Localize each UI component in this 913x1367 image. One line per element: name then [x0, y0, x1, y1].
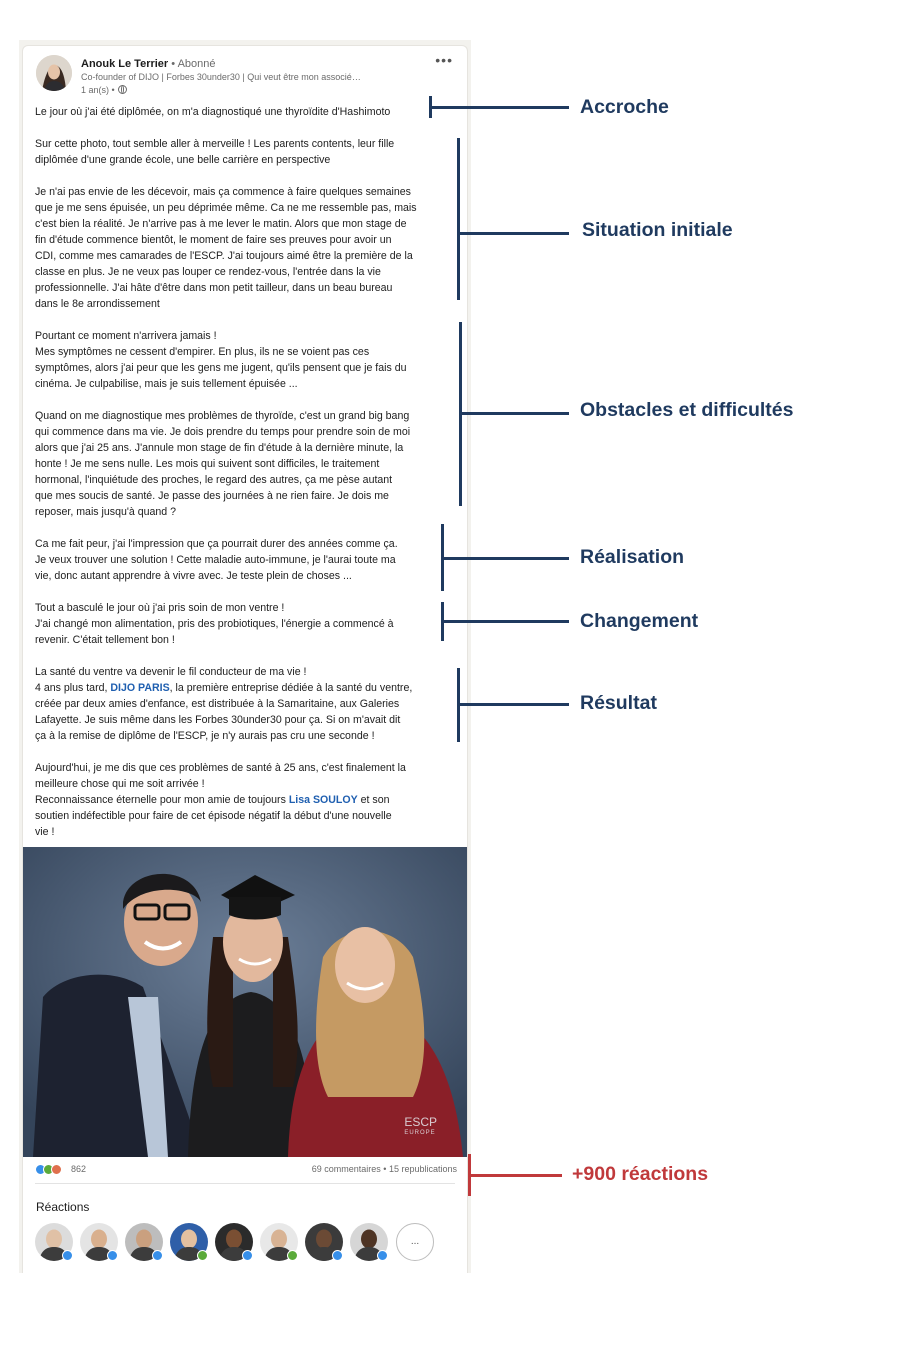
- label-accroche: Accroche: [580, 96, 669, 118]
- text-line: dans le 8e arrondissement: [35, 298, 160, 310]
- post-time: [81, 84, 127, 96]
- text-line: honte ! Je me sens nulle. Les mois qui suivent sont difficiles, le traitement: [35, 458, 380, 470]
- divider: [35, 1183, 455, 1184]
- ellipsis-icon[interactable]: •••: [435, 52, 453, 68]
- reactor-avatar[interactable]: [260, 1223, 302, 1263]
- paragraph: [35, 328, 460, 392]
- text-line: Pourtant ce moment n'arrivera jamais !: [35, 330, 217, 342]
- label-changement: Changement: [580, 610, 699, 632]
- text-line: Mes symptômes ne cessent d'empirer. En plus, ils ne se voient pas ces: [35, 346, 370, 358]
- paragraph: [35, 184, 460, 312]
- like-icon: [377, 1250, 388, 1261]
- text-line: créée par deux amies d'enfance, est distribuée à la Samaritaine, aux Galeries: [35, 698, 400, 710]
- text-line: cinéma. Je culpabilise, mais je suis tellement épuisée ...: [35, 378, 298, 390]
- reaction-icons[interactable]: [35, 1164, 67, 1176]
- reactor-avatar[interactable]: [125, 1223, 167, 1263]
- text-fragment: et son: [357, 794, 390, 806]
- linkedin-post-card: [22, 45, 468, 1273]
- text-fragment: Reconnaissance éternelle pour mon amie de toujours: [35, 794, 289, 806]
- text-line: Sur cette photo, tout semble aller à merveille ! Les parents contents, leur fille: [35, 138, 395, 150]
- globe-icon: [118, 85, 127, 94]
- text-line: Le jour où j'ai été diplômée, on m'a diagnostiqué une thyroïdite d'Hashimoto: [35, 106, 391, 118]
- paragraph: [35, 136, 460, 168]
- text-line: diplômée d'une grande école, une belle carrière en perspective: [35, 154, 331, 166]
- paragraph: [35, 536, 460, 584]
- reactions-title: Réactions: [36, 1200, 90, 1214]
- reaction-count[interactable]: 862: [71, 1164, 87, 1174]
- paragraph-conclusion: [35, 760, 460, 840]
- text-line: symptômes, alors j'ai peur que les gens me jugent, qu'ils pensent que je fais du: [35, 362, 407, 374]
- watermark-text: ESCP: [404, 1115, 437, 1129]
- text-line: revenir. C'était tellement bon !: [35, 634, 175, 646]
- label-situation: Situation initiale: [582, 219, 733, 241]
- arrow-obstacles: [459, 412, 569, 415]
- text-fragment: 4 ans plus tard,: [35, 682, 111, 694]
- love-icon: [51, 1164, 62, 1175]
- reactor-avatar[interactable]: [170, 1223, 212, 1263]
- watermark-subtext: EUROPE: [404, 1130, 436, 1136]
- text-line: Ca me fait peur, j'ai l'impression que ça pourrait durer des années comme ça.: [35, 538, 398, 550]
- text-line: Aujourd'hui, je me dis que ces problèmes de santé à 25 ans, c'est finalement la: [35, 762, 406, 774]
- text-line: reposer, mais jusqu'à quand ?: [35, 506, 177, 518]
- text-fragment: , la première entreprise dédiée à la santé du ventre,: [169, 682, 413, 694]
- reactor-avatar[interactable]: [80, 1223, 122, 1263]
- text-line: que mes soucis de santé. Je passe des journées à ne rien faire. Je dois me: [35, 490, 389, 502]
- label-resultat: Résultat: [580, 692, 657, 714]
- follow-status: • Abonné: [171, 58, 216, 70]
- text-line: ça à la remise de diplôme de l'ESCP, je n'y aurais pas cru une seconde !: [35, 730, 375, 742]
- text-line: La santé du ventre va devenir le fil conducteur de ma vie !: [35, 666, 307, 678]
- text-line: Lafayette. Je suis même dans les Forbes 30under30 pour ça. Si on m'avait dit: [35, 714, 401, 726]
- text-line: classe en plus. Je ne veux pas louper ce rendez-vous, l'entrée dans la vie: [35, 266, 381, 278]
- more-reactors-button[interactable]: ...: [396, 1223, 434, 1261]
- like-icon: [332, 1250, 343, 1261]
- text-line: vie !: [35, 826, 55, 838]
- text-line: soutien indéfectible pour faire de cet épisode négatif la début d'une nouvelle: [35, 810, 392, 822]
- reactor-avatar[interactable]: [35, 1223, 77, 1263]
- text-line: meilleure chose qui me soit arrivée !: [35, 778, 205, 790]
- author-name[interactable]: Anouk Le Terrier: [81, 58, 169, 70]
- text-line: hormonal, l'inquiétude des proches, le regard des autres, ça me pèse autant: [35, 474, 393, 486]
- label-reactions: +900 réactions: [572, 1163, 709, 1185]
- arrow-changement: [441, 620, 569, 623]
- dijo-paris-link[interactable]: DIJO PARIS: [110, 682, 170, 694]
- author-line: [81, 57, 216, 71]
- arrow-situation: [457, 232, 569, 235]
- text-line: que je me sens épuisée, un peu déprimée même. Ca ne me ressemble pas, mais: [35, 202, 417, 214]
- arrow-accroche: [429, 106, 569, 109]
- reactor-avatar[interactable]: [215, 1223, 257, 1263]
- reactor-avatar[interactable]: [350, 1223, 392, 1263]
- text-line: CDI, comme mes camarades de l'ESCP. J'ai toujours aimé être la première de la: [35, 250, 413, 262]
- arrow-resultat: [457, 703, 569, 706]
- text-line: professionnelle. J'ai hâte d'être dans mon petit tailleur, dans un beau bureau: [35, 282, 393, 294]
- author-avatar[interactable]: [36, 55, 72, 91]
- post-photo[interactable]: [23, 847, 468, 1157]
- label-realisation: Réalisation: [580, 546, 685, 568]
- text-line: fin d'étude commence bientôt, le moment de faire ses preuves pour avoir un: [35, 234, 392, 246]
- reactor-avatar[interactable]: [305, 1223, 347, 1263]
- comments-reposts-count[interactable]: 69 commentaires • 15 republications: [311, 1164, 457, 1174]
- text-line: [35, 792, 460, 808]
- paragraph: [35, 600, 460, 648]
- like-icon: [242, 1250, 253, 1261]
- text-line: Je veux trouver une solution ! Cette maladie auto-immune, je l'aurai toute ma: [35, 554, 396, 566]
- text-line: Je n'ai pas envie de les décevoir, mais ça commence à faire quelques semaines: [35, 186, 411, 198]
- arrow-reactions: [468, 1174, 562, 1177]
- text-line: [35, 680, 460, 696]
- text-line: J'ai changé mon alimentation, pris des probiotiques, l'énergie a commencé à: [35, 618, 394, 630]
- text-line: Tout a basculé le jour où j'ai pris soin de mon ventre !: [35, 602, 285, 614]
- lisa-souloy-link[interactable]: Lisa SOULOY: [288, 794, 358, 806]
- paragraph: [35, 408, 460, 520]
- paragraph: [35, 104, 460, 120]
- celebrate-icon: [197, 1250, 208, 1261]
- social-counts: [35, 1162, 457, 1178]
- author-headline: Co-founder of DIJO | Forbes 30under30 | Qui veut être mon associé…: [81, 72, 361, 82]
- post-age: 1 an(s) •: [81, 85, 115, 95]
- like-icon: [107, 1250, 118, 1261]
- text-line: vie, donc autant apprendre à vivre avec. Je teste plein de choses ...: [35, 570, 352, 582]
- text-line: c'est bien la réalité. Je n'arrive pas à me lever le matin. Alors que mon stage de: [35, 218, 407, 230]
- arrow-realisation: [441, 557, 569, 560]
- text-line: Quand on me diagnostique mes problèmes de thyroïde, c'est un grand big bang: [35, 410, 410, 422]
- photo-watermark: [404, 1117, 437, 1139]
- like-icon: [62, 1250, 73, 1261]
- text-line: qui commence dans ma vie. Je dois prendre du temps pour prendre soin de moi: [35, 426, 411, 438]
- text-line: alors que j'ai 25 ans. J'annule mon stage de fin d'étude à la dernière minute, la: [35, 442, 404, 454]
- celebrate-icon: [287, 1250, 298, 1261]
- paragraph-result: [35, 664, 460, 744]
- like-icon: [152, 1250, 163, 1261]
- label-obstacles: Obstacles et difficultés: [580, 399, 794, 421]
- bracket-situation: [457, 138, 460, 300]
- post-body: [35, 104, 460, 856]
